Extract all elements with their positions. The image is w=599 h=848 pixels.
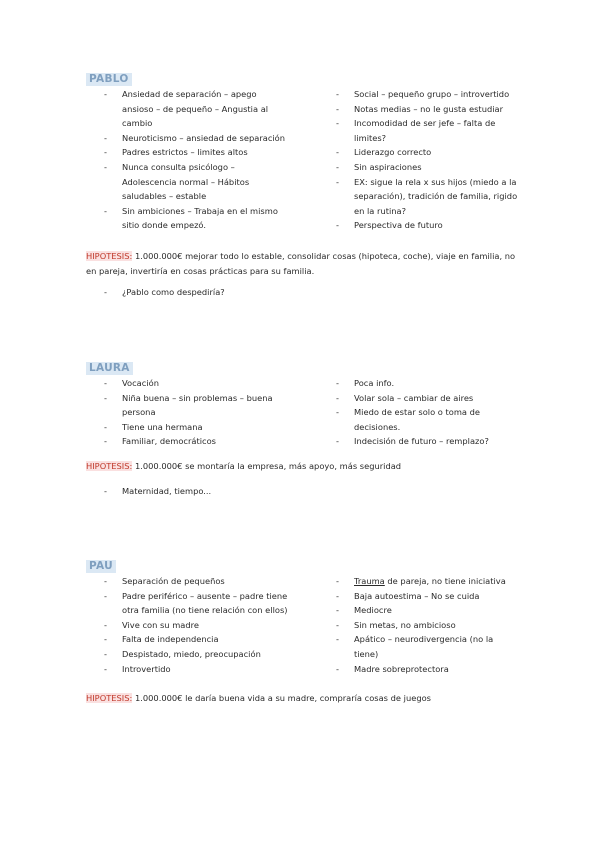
hypothesis-label: HIPOTESIS:	[86, 461, 133, 471]
list-item: - Padre periférico – ausente – padre tiene otra familia (no tiene relación con ellos)	[104, 589, 288, 618]
list-item: - Poca info.	[336, 376, 518, 391]
list-item: - Padres estrictos – limites altos	[104, 145, 288, 160]
list-item-text: de pareja, no tiene iniciativa	[384, 576, 506, 586]
list-item: - Vocación	[104, 376, 288, 391]
right-list	[336, 376, 518, 449]
list-item: - Separación de pequeños	[104, 574, 288, 589]
list-item: - Introvertido	[104, 662, 288, 677]
list-item: - Sin metas, no ambicioso	[336, 618, 518, 633]
list-item: - Perspectiva de futuro	[336, 218, 518, 233]
list-item: - Liderazgo correcto	[336, 145, 518, 160]
hypothesis-text: 1.000.000€ se montaría la empresa, más apoyo, más seguridad	[132, 461, 402, 471]
list-item	[336, 574, 518, 589]
list-item: - Social – pequeño grupo – introvertido	[336, 87, 518, 102]
list-item: - Familiar, democráticos	[104, 434, 288, 449]
list-item: - Vive con su madre	[104, 618, 288, 633]
section-title: PAU	[86, 560, 116, 573]
right-list	[336, 87, 518, 233]
list-item: - Despistado, miedo, preocupación	[104, 647, 288, 662]
list-item: - Madre sobreprotectora	[336, 662, 518, 677]
list-item: - EX: sigue la rela x sus hijos (miedo a la separación), tradición de familia, rigido en la rutina?	[336, 175, 518, 219]
list-item: - Sin aspiraciones	[336, 160, 518, 175]
left-list	[104, 376, 288, 449]
extra-note: - ¿Pablo como despediría?	[104, 285, 422, 300]
section-title: LAURA	[86, 362, 133, 375]
list-item: - Falta de independencia	[104, 632, 288, 647]
section-title: PABLO	[86, 73, 132, 86]
list-item: - Notas medias – no le gusta estudiar	[336, 102, 518, 117]
hypothesis-label: HIPOTESIS:	[86, 251, 133, 261]
hypothesis	[86, 459, 516, 474]
list-item: - Indecisión de futuro – remplazo?	[336, 434, 518, 449]
list-item: - Miedo de estar solo o toma de decisiones.	[336, 405, 518, 434]
left-list	[104, 574, 288, 676]
hypothesis	[86, 691, 516, 706]
list-item: - Ansiedad de separación – apego ansioso – de pequeño – Angustia al cambio	[104, 87, 288, 131]
underlined-word: Trauma	[354, 576, 385, 586]
right-list	[336, 574, 518, 676]
list-item: - Incomodidad de ser jefe – falta de limites?	[336, 116, 518, 145]
hypothesis-text: 1.000.000€ le daría buena vida a su madre, compraría cosas de juegos	[132, 693, 431, 703]
hypothesis-text: 1.000.000€ mejorar todo lo estable, consolidar cosas (hipoteca, coche), viaje en familia, no en pareja, invertiría en cosas prácticas para su familia.	[86, 251, 516, 276]
list-item: - Tiene una hermana	[104, 420, 288, 435]
list-item: - Baja autoestima – No se cuida	[336, 589, 518, 604]
list-item: - Niña buena – sin problemas – buena persona	[104, 391, 288, 420]
list-item: - Volar sola – cambiar de aires	[336, 391, 518, 406]
extra-note: - Maternidad, tiempo...	[104, 484, 422, 499]
hypothesis	[86, 249, 516, 278]
list-item: - Apático – neurodivergencia (no la tiene)	[336, 632, 518, 661]
list-item: - Nunca consulta psicólogo – Adolescencia normal – Hábitos saludables – estable	[104, 160, 288, 204]
list-item: - Sin ambiciones – Trabaja en el mismo sitio donde empezó.	[104, 204, 288, 233]
list-item: - Neuroticismo – ansiedad de separación	[104, 131, 288, 146]
left-list	[104, 87, 288, 233]
hypothesis-label: HIPOTESIS:	[86, 693, 133, 703]
list-item: - Mediocre	[336, 603, 518, 618]
